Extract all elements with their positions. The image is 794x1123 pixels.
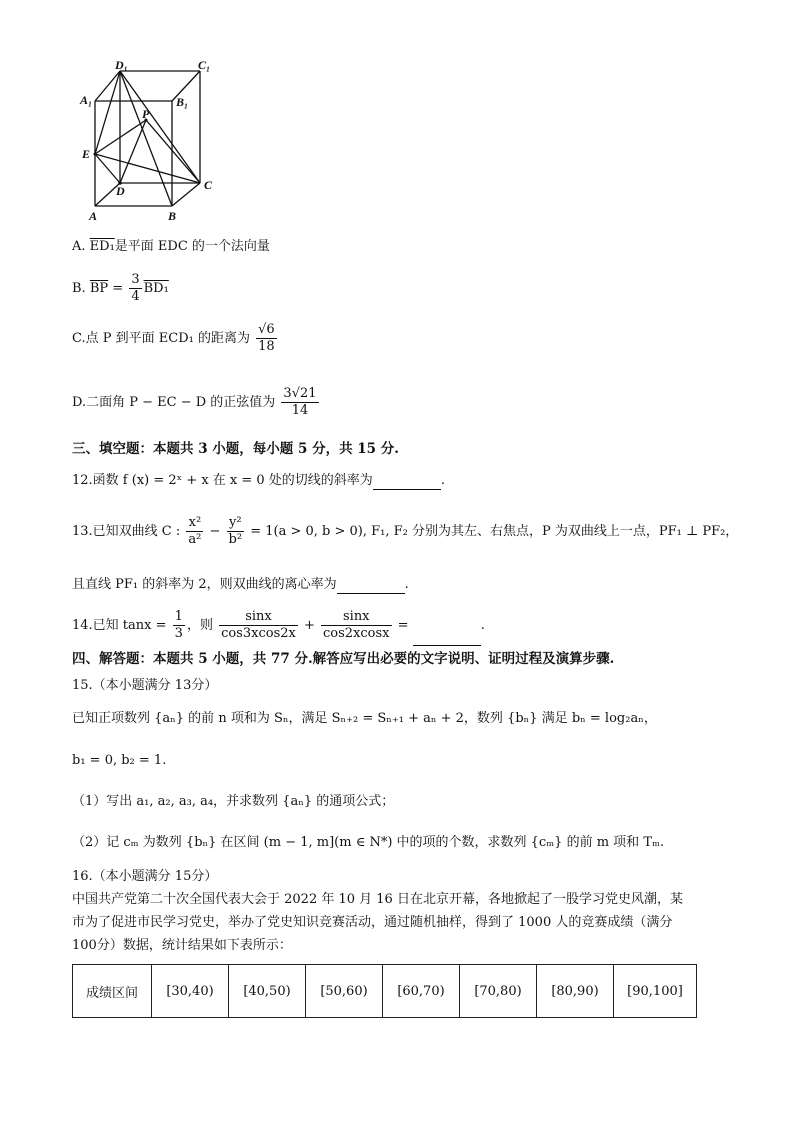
q13-num1: x²	[186, 515, 203, 532]
segment-e-d	[95, 154, 120, 183]
q14-mid: ，则	[186, 618, 218, 633]
segment-e-c	[95, 154, 200, 183]
table-cell: [60,70)	[383, 965, 460, 1018]
option-c-den: 18	[258, 339, 275, 354]
option-b-rhs: BD₁	[143, 281, 169, 296]
q13-frac-x	[186, 515, 203, 548]
score-table	[72, 964, 697, 1018]
q14-frac-tan	[173, 609, 185, 642]
edge-a1-d1	[95, 71, 120, 101]
edge-b-c	[172, 183, 200, 206]
q13-den2: b²	[228, 532, 243, 547]
option-d-den: 14	[291, 403, 309, 418]
q14-f2-den: cos2xcosx	[323, 626, 390, 641]
label-a: A	[89, 209, 98, 223]
q15-part2: （2）记 cₘ 为数列 {bₙ} 在区间 (m − 1, m](m ∈ N*) 中的项的个数，求数列 {cₘ} 的前 m 项和 Tₘ.	[72, 835, 665, 850]
section-3-title: 三、填空题：本题共 3 小题，每小题 5 分，共 15 分.	[72, 441, 399, 457]
q14-eq: =	[393, 618, 413, 633]
segment-d1-e	[95, 71, 120, 154]
point-e	[94, 153, 97, 156]
table-cell-header: 成绩区间	[73, 965, 152, 1018]
q12-end: .	[440, 473, 445, 488]
option-c-fraction	[256, 322, 277, 355]
label-d: D	[116, 184, 125, 198]
option-b-den: 4	[131, 289, 140, 304]
option-b	[72, 272, 169, 306]
label-d1: D₁	[115, 58, 128, 72]
table-cell: [30,40)	[152, 965, 229, 1018]
option-c-prefix: C.点 P 到平面 ECD₁ 的距离为	[72, 331, 255, 346]
option-b-lhs: $\overline{BP}$	[89, 281, 109, 296]
label-c: C	[204, 178, 213, 192]
q14-tan-num: 1	[174, 609, 183, 624]
table-cell: [80,90)	[537, 965, 614, 1018]
option-a-vector: ED₁	[89, 239, 115, 254]
q14-f1-num: sinx	[219, 609, 298, 626]
prism-figure	[78, 58, 240, 226]
table-cell: [70,80)	[460, 965, 537, 1018]
q14-pre: 14.已知 tanx =	[72, 618, 171, 633]
section-4-title: 四、解答题：本题共 5 小题，共 77 分.解答应写出必要的文字说明、证明过程及演算步骤.	[72, 651, 615, 667]
segment-d1-b	[120, 71, 172, 206]
q15-line1: 已知正项数列 {aₙ} 的前 n 项和为 Sₙ，满足 Sₙ₊₂ = Sₙ₊₁ + aₙ + 2，数列 {bₙ} 满足 bₙ = log₂aₙ，	[72, 711, 657, 726]
q13-den1: a²	[188, 532, 202, 547]
option-c	[72, 322, 279, 356]
table-cell: [50,60)	[306, 965, 383, 1018]
option-b-num: 3	[131, 272, 140, 287]
q13-answer-blank[interactable]	[337, 579, 405, 594]
label-b1: B₁	[176, 95, 189, 109]
option-d-fraction	[281, 386, 318, 419]
q15-part1: （1）写出 a₁, a₂, a₃, a₄，并求数列 {aₙ} 的通项公式；	[72, 794, 395, 809]
table-cell: [90,100]	[614, 965, 697, 1018]
option-d	[72, 386, 321, 420]
q16-header: 16.（本小题满分 15分）	[72, 869, 218, 884]
q15-header: 15.（本小题满分 13分）	[72, 678, 218, 693]
q14-f2-num: sinx	[321, 609, 392, 626]
q14-plus: +	[299, 618, 320, 633]
q12-text: 12.函数 f (x) = 2ˣ + x 在 x = 0 处的切线的斜率为	[72, 473, 373, 488]
q16-line3: 100分）数据，统计结果如下表所示：	[72, 938, 292, 953]
table-row	[73, 965, 697, 1018]
option-b-fraction	[129, 272, 141, 305]
question-13-line2	[72, 576, 409, 594]
question-12	[72, 472, 445, 490]
q16-line2: 市为了促进市民学习党史，举办了党史知识竞赛活动，通过随机抽样，得到了 1000 人的竞赛成绩（满分	[72, 915, 673, 930]
q13-pre: 13.已知双曲线 C :	[72, 524, 185, 539]
question-14	[72, 606, 485, 646]
option-a-prefix: A.	[72, 239, 90, 254]
segment-p-c	[146, 120, 200, 183]
label-c1: C₁	[198, 58, 211, 72]
q14-tan-den: 3	[174, 626, 183, 641]
label-b: B	[168, 209, 177, 223]
q14-end: .	[480, 618, 485, 633]
option-b-eq: =	[108, 281, 128, 296]
q13-minus: −	[205, 524, 225, 539]
q14-answer-blank[interactable]	[413, 631, 481, 646]
q13-post: = 1(a > 0, b > 0), F₁, F₂ 分别为其左、右焦点，P 为双曲线上一点，PF₁ ⊥ PF₂，	[246, 524, 739, 539]
option-a	[72, 238, 270, 256]
q14-frac-1	[219, 609, 298, 642]
q14-frac-2	[321, 609, 392, 642]
q13-frac-y	[227, 515, 245, 548]
q15-line2: b₁ = 0, b₂ = 1.	[72, 753, 167, 768]
label-e: E	[82, 147, 91, 161]
segment-p-d	[120, 120, 146, 183]
option-a-text: 是平面 EDC 的一个法向量	[114, 239, 270, 254]
q16-line1: 中国共产党第二十次全国代表大会于 2022 年 10 月 16 日在北京开幕，各地掀起了一股学习党史风潮，某	[72, 892, 683, 907]
q13-end: .	[404, 577, 409, 592]
segment-d1-c	[120, 71, 200, 183]
label-a1: A₁	[80, 93, 93, 107]
table-cell: [40,50)	[229, 965, 306, 1018]
q13-line2-text: 且直线 PF₁ 的斜率为 2，则双曲线的离心率为	[72, 577, 337, 592]
q12-answer-blank[interactable]	[373, 475, 441, 490]
option-b-prefix: B.	[72, 281, 90, 296]
question-13	[72, 512, 738, 552]
q14-f1-den: cos3xcos2x	[221, 626, 296, 641]
q13-num2: y²	[227, 515, 245, 532]
option-d-num: 3√21	[283, 386, 317, 401]
option-c-num: √6	[258, 322, 275, 337]
label-p: P	[142, 107, 150, 121]
option-d-prefix: D.二面角 P − EC − D 的正弦值为	[72, 395, 280, 410]
